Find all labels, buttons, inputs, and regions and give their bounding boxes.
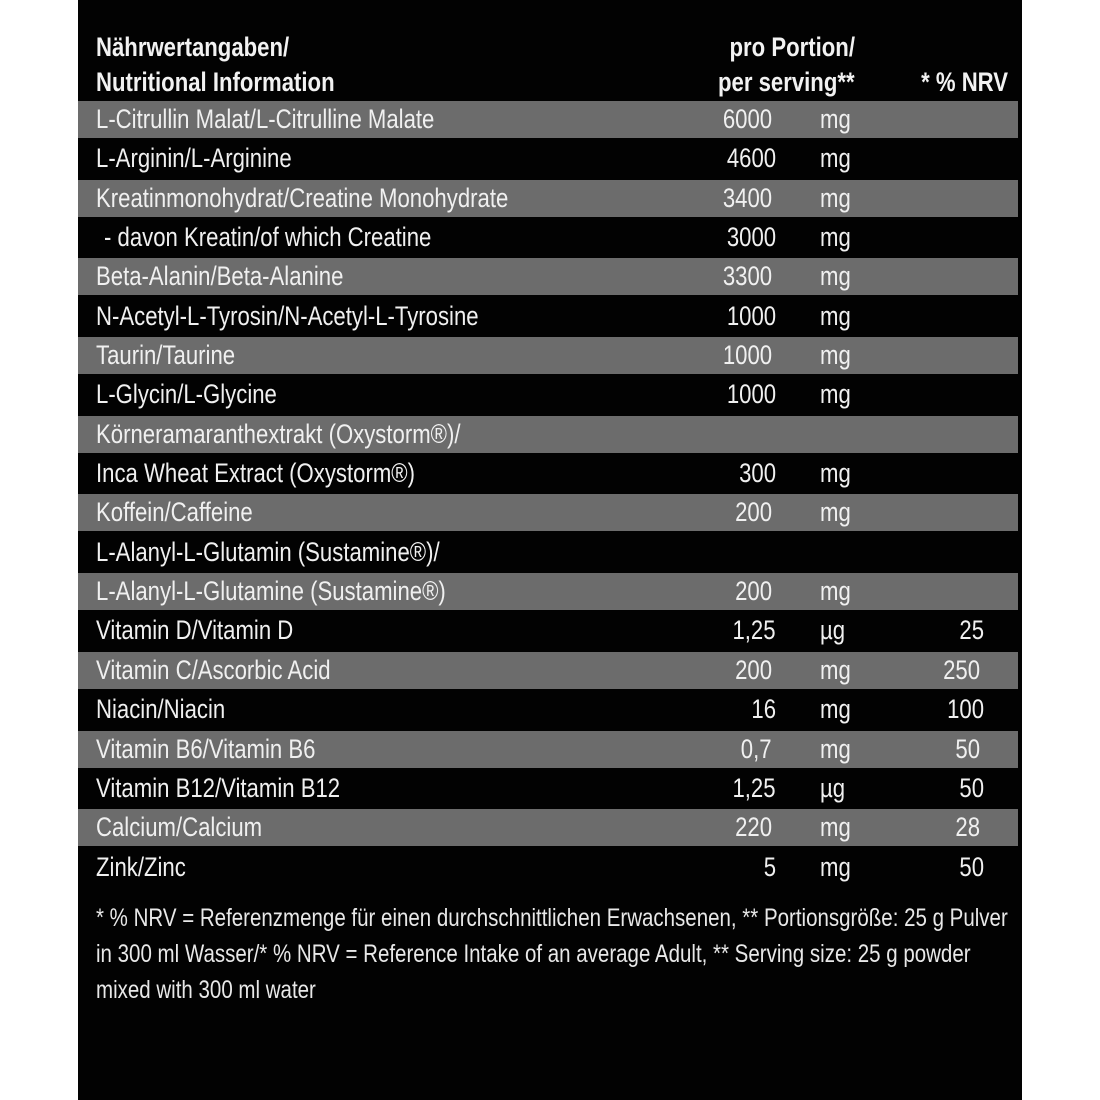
- header-label-line2: Nutritional Information: [96, 67, 335, 97]
- amount-unit: mg: [820, 576, 851, 607]
- amount-value: 3300: [722, 261, 772, 292]
- ingredient-name: Calcium/Calcium: [96, 812, 263, 843]
- amount-unit: mg: [820, 497, 851, 528]
- amount-value: 200: [735, 654, 772, 685]
- nrv-value: 100: [947, 694, 984, 725]
- amount-unit: µg: [820, 772, 846, 803]
- ingredient-name: Kreatinmonohydrat/Creatine Monohydrate: [96, 182, 509, 213]
- amount-unit: mg: [820, 654, 851, 685]
- amount-unit: mg: [820, 182, 851, 213]
- amount-value: 1,25: [732, 772, 776, 803]
- amount-unit: mg: [820, 694, 851, 725]
- serving-header-line1: pro Portion/: [729, 32, 855, 62]
- footnote-line3: mixed with 300 ml water: [96, 976, 316, 1004]
- ingredient-name: Körneramaranthextrakt (Oxystorm®)/: [96, 418, 461, 449]
- nrv-value: 250: [943, 654, 980, 685]
- table-row: [78, 298, 1022, 335]
- ingredient-name: Vitamin C/Ascorbic Acid: [96, 654, 331, 685]
- footnote-line2: in 300 ml Wasser/* % NRV = Reference Intake of an average Adult, ** Serving size: 25 g powder: [96, 940, 971, 968]
- amount-unit: mg: [820, 851, 851, 882]
- amount-value: 220: [735, 812, 772, 843]
- amount-value: 1000: [726, 300, 776, 331]
- table-row: [78, 219, 1022, 256]
- amount-unit: µg: [820, 615, 846, 646]
- ingredient-name: L-Alanyl-L-Glutamin (Sustamine®)/: [96, 536, 440, 567]
- table-row: [78, 416, 1018, 453]
- amount-value: 200: [735, 497, 772, 528]
- amount-value: 1000: [722, 340, 772, 371]
- ingredient-name: Vitamin D/Vitamin D: [96, 615, 294, 646]
- amount-value: 16: [751, 694, 776, 725]
- amount-value: 1000: [726, 379, 776, 410]
- table-row: [78, 101, 1018, 138]
- nrv-value: 25: [959, 615, 984, 646]
- nrv-value: 50: [955, 733, 980, 764]
- amount-value: 300: [739, 458, 776, 489]
- ingredient-name: Taurin/Taurine: [96, 340, 236, 371]
- ingredient-name: Koffein/Caffeine: [96, 497, 253, 528]
- table-row: [78, 376, 1022, 413]
- serving-header-line2: per serving**: [718, 67, 855, 97]
- amount-unit: mg: [820, 104, 851, 134]
- ingredient-name: L-Alanyl-L-Glutamine (Sustamine®): [96, 576, 446, 607]
- ingredient-name: N-Acetyl-L-Tyrosin/N-Acetyl-L-Tyrosine: [96, 300, 479, 331]
- nutrition-panel: [78, 0, 1022, 1100]
- nrv-header: [902, 65, 1008, 100]
- amount-value: 0,7: [741, 733, 772, 764]
- nrv-value: 28: [955, 812, 980, 843]
- table-row: [78, 455, 1022, 492]
- nutrition-table: [78, 101, 1022, 888]
- nutrition-header-label: [96, 30, 387, 100]
- amount-unit: mg: [820, 733, 851, 764]
- amount-unit: mg: [820, 379, 851, 410]
- amount-unit: mg: [820, 261, 851, 292]
- nrv-value: 50: [959, 851, 984, 882]
- table-row: [78, 337, 1018, 374]
- ingredient-name: Zink/Zinc: [96, 851, 186, 882]
- table-row: [78, 612, 1022, 649]
- amount-value: 4600: [726, 143, 776, 174]
- serving-header: [688, 30, 855, 100]
- ingredient-name: Vitamin B6/Vitamin B6: [96, 733, 316, 764]
- amount-value: 3000: [726, 222, 776, 253]
- amount-value: 3400: [722, 182, 772, 213]
- amount-unit: mg: [820, 340, 851, 371]
- amount-unit: mg: [820, 300, 851, 331]
- table-row: [78, 691, 1022, 728]
- nrv-header-text: * % NRV: [921, 67, 1008, 97]
- footnote-line1: * % NRV = Referenzmenge für einen durchschnittlichen Erwachsenen, ** Portionsgröße: 25 g Pulver: [96, 904, 1008, 932]
- table-row: [78, 849, 1022, 886]
- table-row: [78, 534, 1022, 571]
- table-row: [78, 652, 1018, 689]
- ingredient-name: Niacin/Niacin: [96, 694, 226, 725]
- table-row: [78, 140, 1022, 177]
- amount-value: 5: [763, 851, 776, 882]
- amount-value: 6000: [722, 104, 772, 134]
- header-label-line1: Nährwertangaben/: [96, 32, 290, 62]
- footnote: [96, 900, 1100, 1008]
- ingredient-name: Vitamin B12/Vitamin B12: [96, 772, 341, 803]
- ingredient-name: L-Arginin/L-Arginine: [96, 143, 292, 174]
- amount-value: 200: [735, 576, 772, 607]
- ingredient-name: Inca Wheat Extract (Oxystorm®): [96, 458, 415, 489]
- table-row: [78, 809, 1018, 846]
- table-row: [78, 770, 1022, 807]
- amount-unit: mg: [820, 143, 851, 174]
- table-row: [78, 180, 1018, 217]
- table-row: [78, 258, 1018, 295]
- ingredient-name: L-Citrullin Malat/L-Citrulline Malate: [96, 104, 435, 134]
- ingredient-name: Beta-Alanin/Beta-Alanine: [96, 261, 344, 292]
- table-header: [78, 30, 1022, 100]
- amount-unit: mg: [820, 222, 851, 253]
- table-row: [78, 494, 1018, 531]
- table-row: [78, 731, 1018, 768]
- amount-unit: mg: [820, 812, 851, 843]
- table-row: [78, 573, 1018, 610]
- ingredient-name: - davon Kreatin/of which Creatine: [104, 222, 432, 253]
- amount-value: 1,25: [732, 615, 776, 646]
- ingredient-name: L-Glycin/L-Glycine: [96, 379, 277, 410]
- amount-unit: mg: [820, 458, 851, 489]
- nrv-value: 50: [959, 772, 984, 803]
